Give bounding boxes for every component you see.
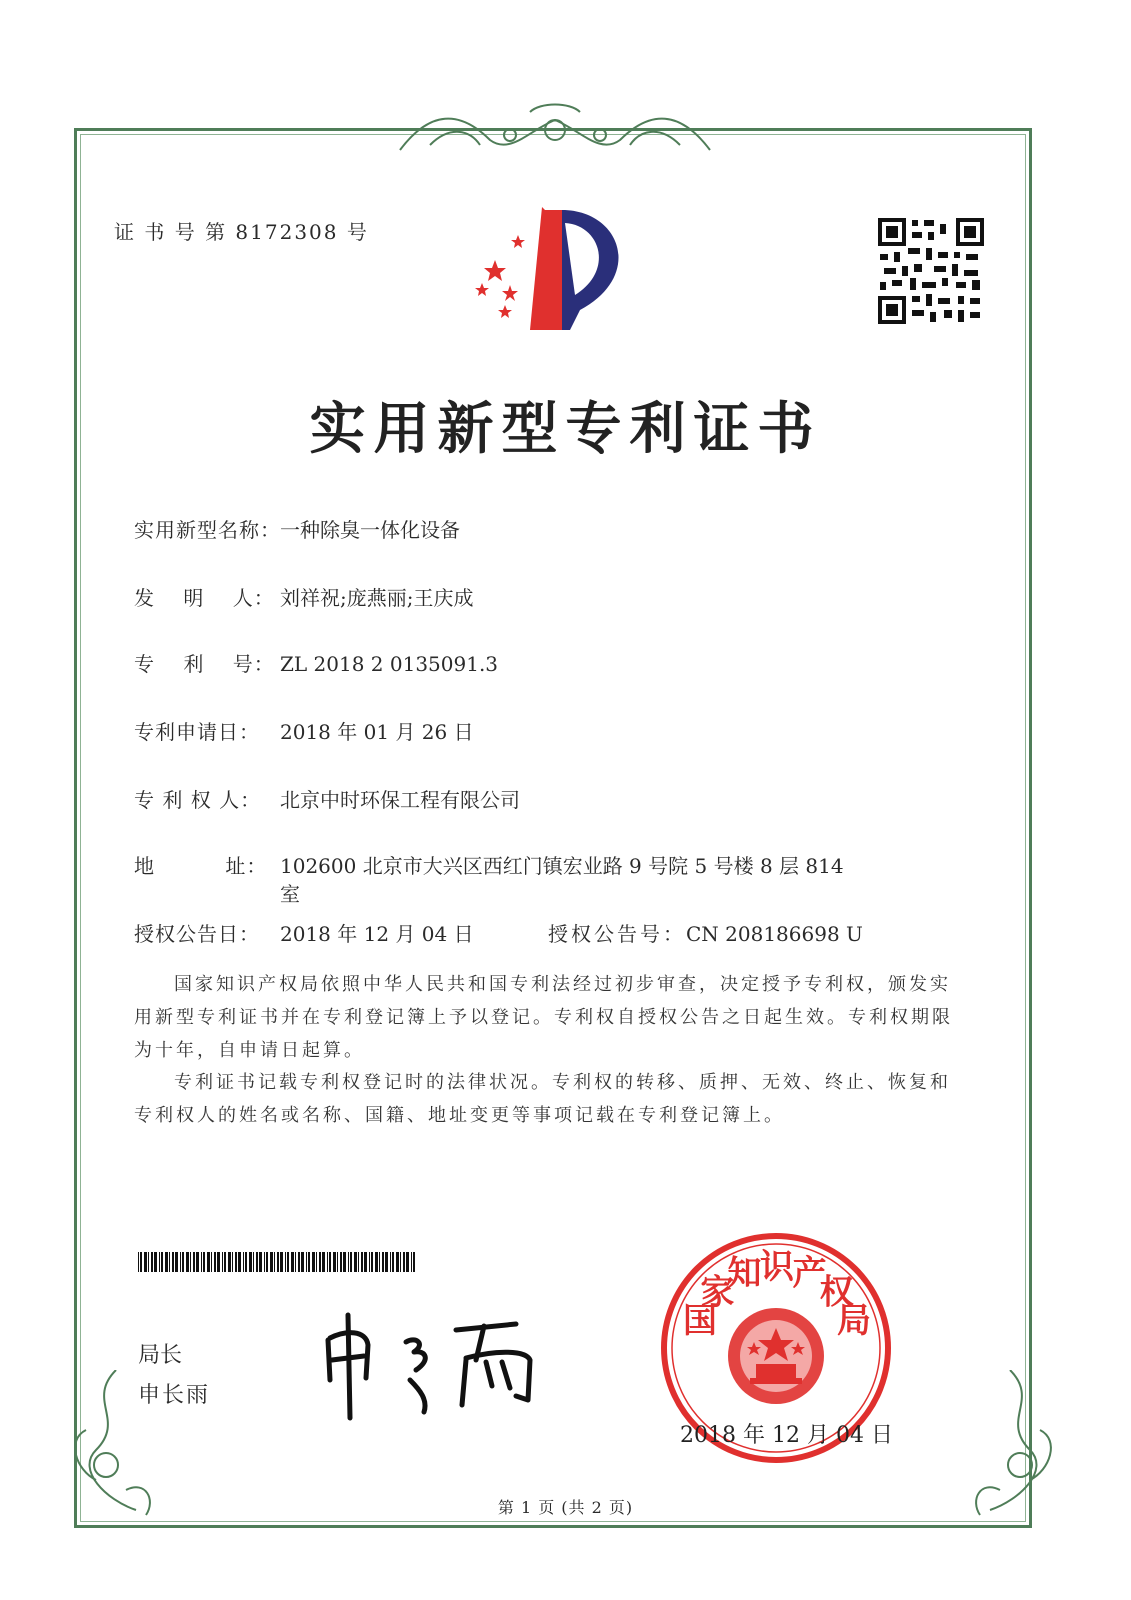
field-label: 实用新型名称： — [134, 518, 281, 542]
field-grant-number — [548, 920, 863, 948]
page-number: 第 1 页 (共 2 页) — [497, 1498, 634, 1517]
legal-paragraph: 专利证书记载专利权登记时的法律状况。专利权的转移、质押、无效、终止、恢复和专利权人的姓名或名称、国籍、地址变更等事项记载在专利登记簿上。 — [134, 1072, 951, 1126]
field-value: CN 208186698 U — [686, 922, 863, 946]
field-value: 北京中时环保工程有限公司 — [280, 788, 520, 812]
field-value: 2018 年 01 月 26 日 — [280, 720, 474, 744]
national-emblem-icon — [728, 1308, 824, 1404]
certificate-title: 实用新型专利证书 — [309, 396, 822, 462]
field-label: 专利申请日： — [134, 720, 260, 744]
qr-code-icon[interactable] — [878, 218, 984, 324]
field-label: 授权公告号： — [548, 922, 686, 946]
field-utility-model-name — [134, 516, 460, 544]
field-label: 专 利 号： — [134, 652, 275, 676]
legal-paragraph: 国家知识产权局依照中华人民共和国专利法经过初步审查，决定授予专利权，颁发实用新型专利证书并在专利登记簿上予以登记。专利权自授权公告之日起生效。专利权期限为十年，自申请日起算。 — [134, 974, 953, 1061]
seal-text: 国家知识产权局 — [682, 1247, 872, 1341]
cnipa-emblem-icon — [470, 205, 640, 335]
field-value: 一种除臭一体化设备 — [280, 518, 460, 542]
field-label: 发 明 人： — [134, 586, 275, 610]
field-patent-number — [134, 650, 498, 678]
field-label: 授权公告日： — [134, 922, 260, 946]
seal-date: 2018 年 12 月 04 日 — [680, 1423, 893, 1448]
field-value: 2018 年 12 月 04 日 — [280, 922, 474, 946]
field-value: 102600 北京市大兴区西红门镇宏业路 9 号院 5 号楼 8 层 814 室 — [280, 854, 844, 906]
director-name: 申长雨 — [138, 1383, 211, 1408]
field-filing-date — [134, 718, 474, 746]
field-inventors — [134, 584, 473, 612]
field-label: 地 址： — [134, 854, 268, 878]
certificate-number: 证 书 号 第 8172308 号 — [114, 220, 369, 244]
field-patentee — [134, 786, 520, 814]
field-address — [134, 852, 850, 908]
director-title: 局长 — [138, 1343, 183, 1368]
field-label: 专 利 权 人： — [134, 788, 262, 812]
director-signature — [316, 1300, 556, 1430]
top-ornament-icon — [390, 100, 720, 160]
barcode-icon — [138, 1252, 416, 1272]
field-grant-date — [134, 920, 474, 948]
field-value: ZL 2018 2 0135091.3 — [280, 652, 499, 676]
field-value: 刘祥祝;庞燕丽;王庆成 — [280, 586, 474, 610]
